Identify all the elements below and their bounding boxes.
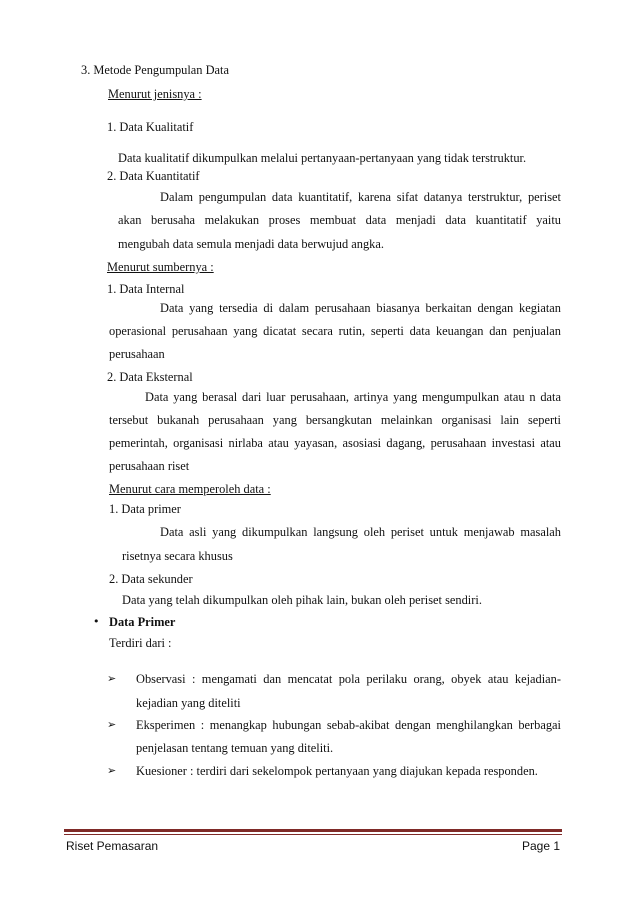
paragraph-line: operasional perusahaan yang dicatat secara rutin, seperti data keuangan dan penjualan [109,324,561,338]
paragraph-line: perusahaan [109,347,165,361]
list-item-title: 1. Data primer [109,502,181,516]
paragraph-line: tersebut bukanah perusahaan yang bersangkutan melainkan organisasi lain seperti [109,413,561,427]
paragraph-line: Data yang tersedia di dalam perusahaan biasanya berkaitan dengan kegiatan [160,301,561,315]
paragraph-line: Data yang telah dikumpulkan oleh pihak lain, bukan oleh periset sendiri. [122,593,482,607]
paragraph-line: mengubah data semula menjadi data berwujud angka. [118,237,384,251]
paragraph-line: Data asli yang dikumpulkan langsung oleh periset untuk menjawab masalah [160,525,561,539]
paragraph-line: pemerintah, organisasi nirlaba atau yayasan, asosiasi dagang, perusahaan investasi atau [109,436,561,450]
paragraph-line: akan berusaha melakukan proses membuat data menjadi data kuantitatif yaitu [118,213,561,227]
paragraph-line: penjelasan tentang temuan yang diteliti. [136,741,334,755]
list-item-title: 1. Data Kualitatif [107,120,194,134]
arrow-bullet-icon: ➢ [107,764,117,777]
paragraph-line: Kuesioner : terdiri dari sekelompok pertanyaan yang diajukan kepada responden. [136,764,538,778]
arrow-bullet-icon: ➢ [107,672,117,685]
bullet-icon: • [93,615,100,628]
paragraph-line: Dalam pengumpulan data kuantitatif, karena sifat datanya terstruktur, periset [160,190,561,204]
subsection-title-jenis: Menurut jenisnya : [108,87,202,101]
list-item-title: 2. Data Eksternal [107,370,193,384]
paragraph-line: kejadian yang diteliti [136,696,241,710]
arrow-bullet-icon: ➢ [107,718,117,731]
paragraph-line: Data kualitatif dikumpulkan melalui pertanyaan-pertanyaan yang tidak terstruktur. [118,151,527,165]
list-item-title: 1. Data Internal [107,282,185,296]
paragraph-line: perusahaan riset [109,459,190,473]
paragraph-line: Eksperimen : menangkap hubungan sebab-akibat dengan menghilangkan berbagai [136,718,561,732]
subsection-title-cara: Menurut cara memperoleh data : [109,482,271,496]
footer-rule-thin [64,834,562,835]
subsection-title-sumber: Menurut sumbernya : [107,260,214,274]
list-item-title: 2. Data sekunder [109,572,193,586]
list-item-title: 2. Data Kuantitatif [107,169,200,183]
bullet-title: Data Primer [109,615,176,629]
paragraph-line: risetnya secara khusus [122,549,233,563]
paragraph-line: Data yang berasal dari luar perusahaan, artinya yang mengumpulkan atau n data [145,390,561,404]
footer-title: Riset Pemasaran [66,839,159,853]
paragraph-line: Terdiri dari : [109,636,172,650]
footer-rule [64,829,562,832]
section-heading: 3. Metode Pengumpulan Data [81,63,229,77]
page-number: Page 1 [522,839,561,853]
paragraph-line: Observasi : mengamati dan mencatat pola perilaku orang, obyek atau kejadian- [136,672,561,686]
